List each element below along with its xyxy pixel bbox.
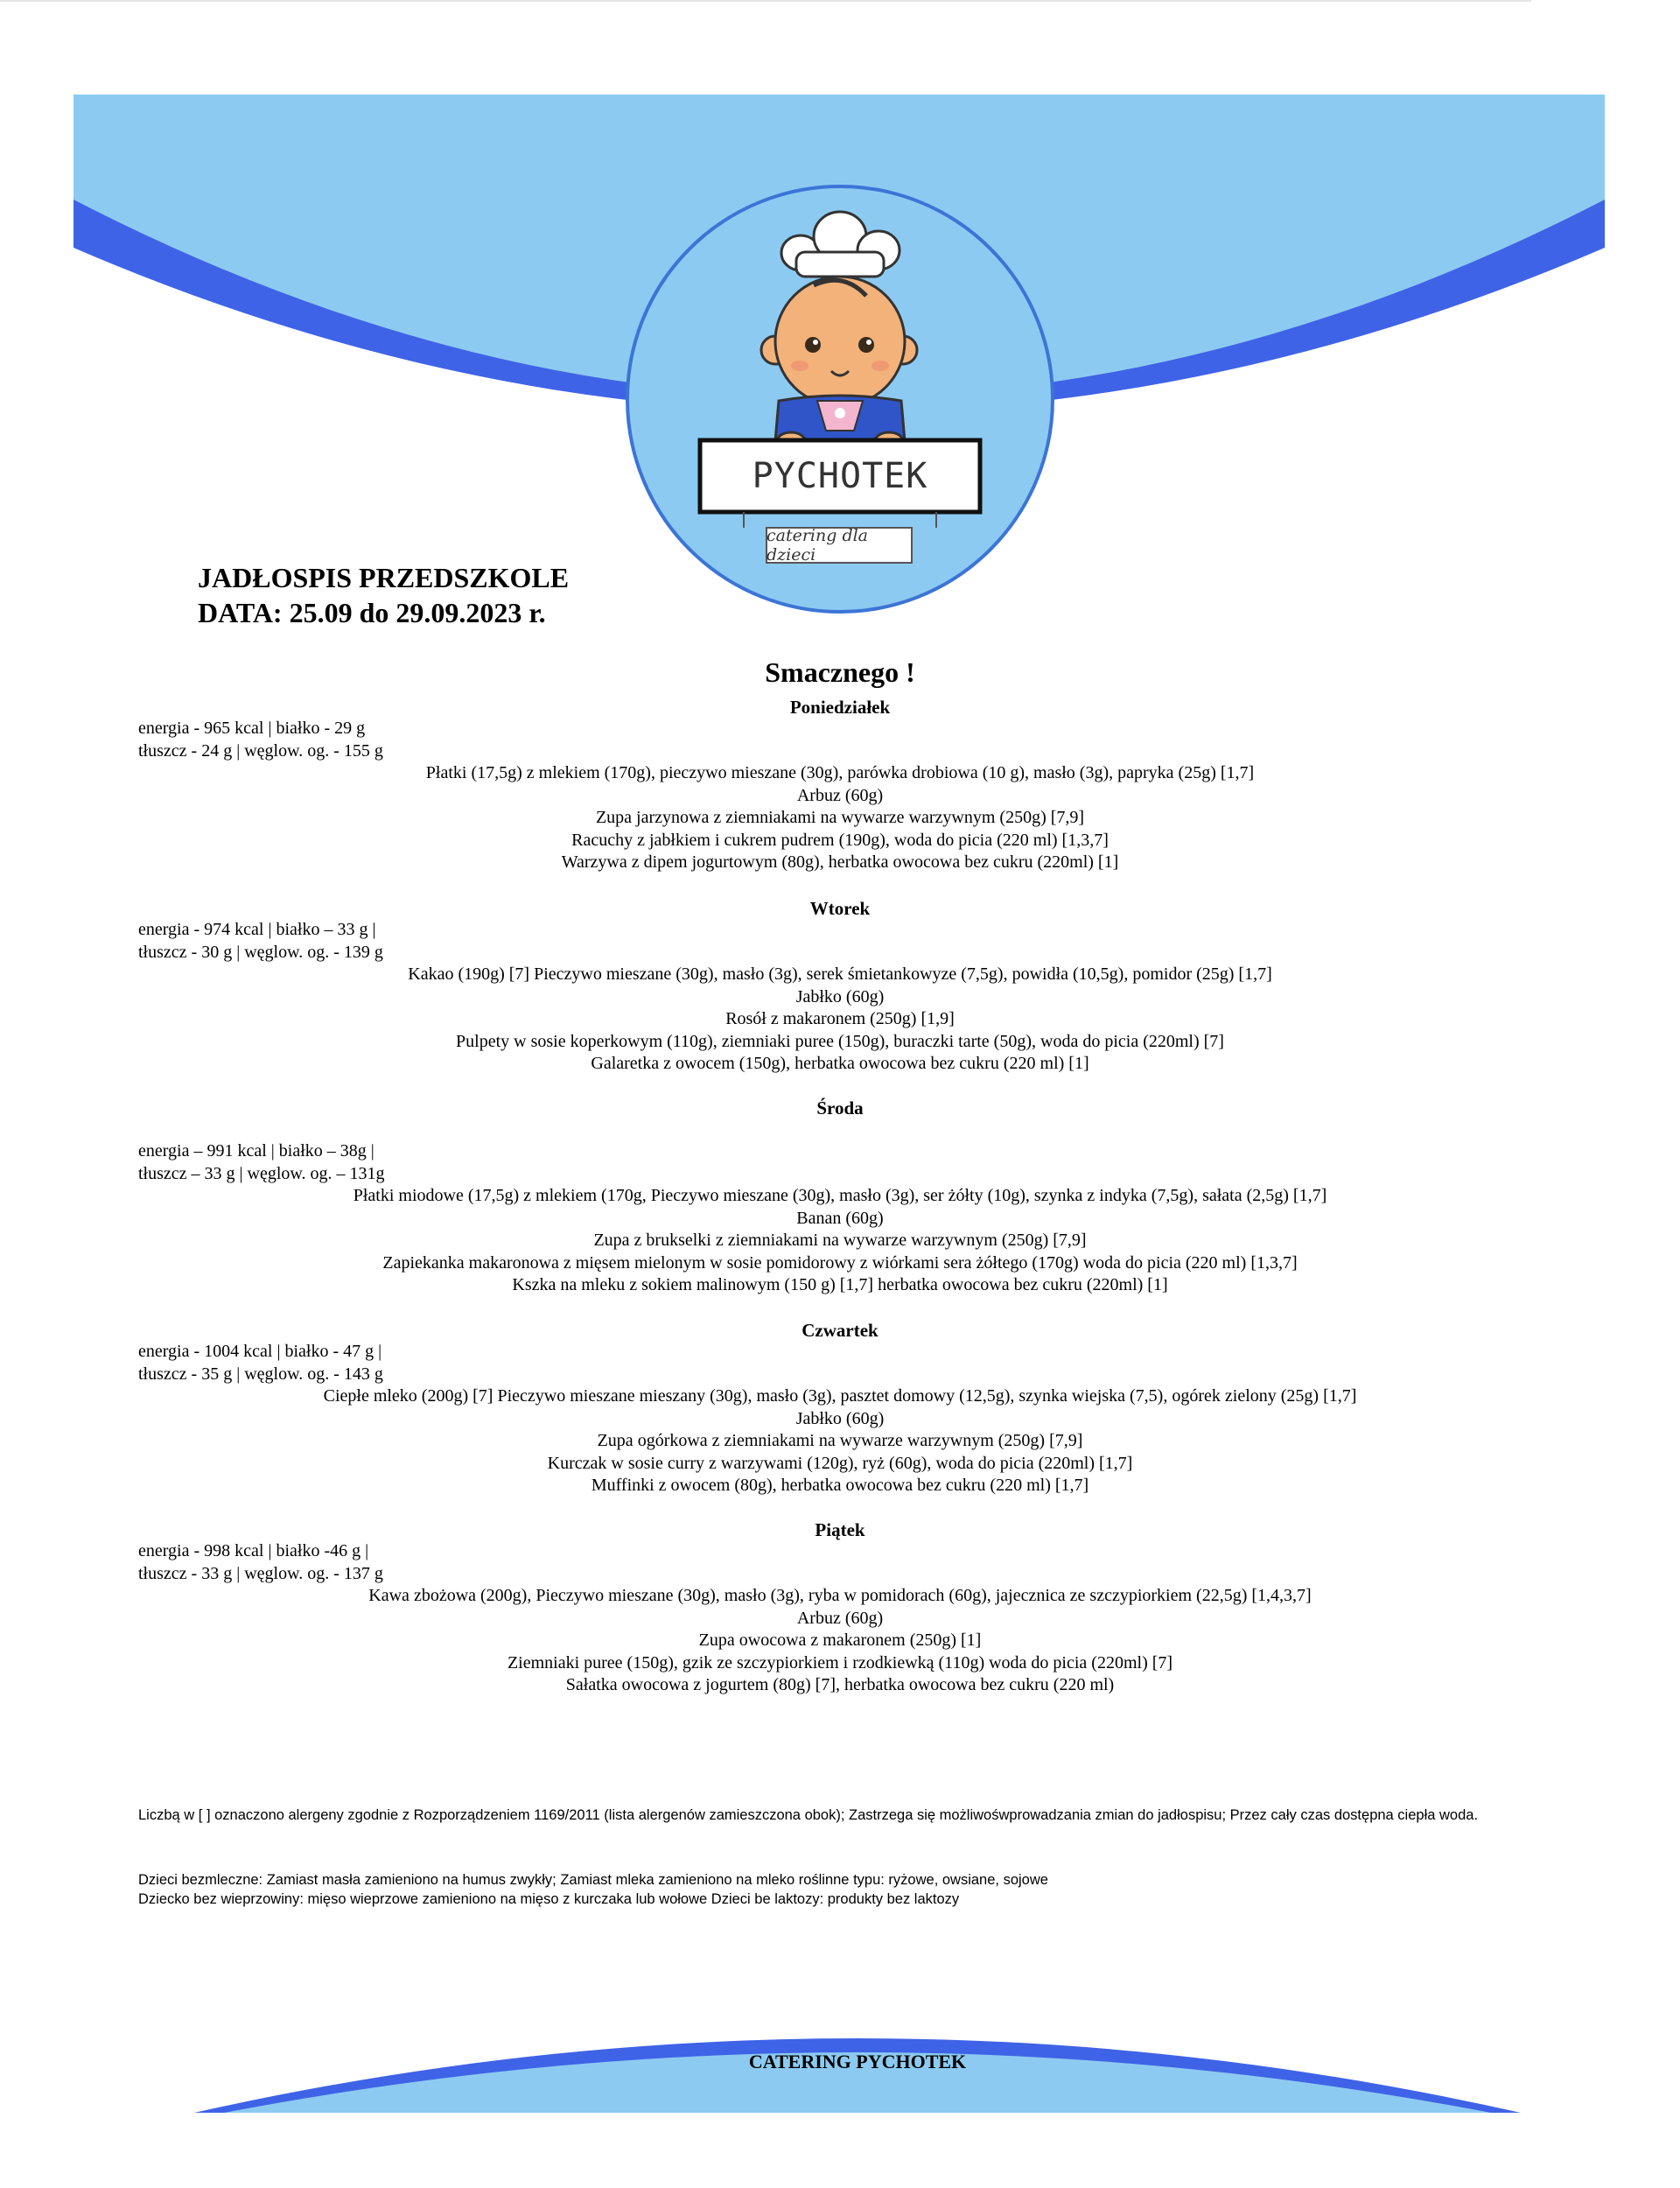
nutrition-monday: [138, 718, 383, 762]
lactose-free-note: Dzieci bezmleczne: Zamiast masła zamieniono na humus zwykły; Zamiast mleka zamieniono na mleko roślinne typu: ryżowe, owsiane, sojowe: [138, 1872, 1048, 1888]
meals-monday: [0, 762, 1680, 874]
meal-line: Sałatka owocowa z jogurtem (80g) [7], herbatka owocowa bez cukru (220 ml): [565, 1675, 1115, 1694]
nutrition-line: energia - 965 kcal | białko - 29 g: [138, 719, 366, 738]
meal-line: Płatki (17,5g) z mlekiem (170g), pieczywo mieszane (30g), parówka drobiowa (10 g), masło (3g), papryka (25g) [1,7]: [425, 763, 1255, 782]
meals-tuesday: [0, 964, 1680, 1076]
meal-line: Ciepłe mleko (200g) [7] Pieczywo mieszane mieszany (30g), masło (3g), pasztet domowy (12,5g), szynka wiejska (7,5), ogórek zielony (25g) [1,7]: [323, 1386, 1357, 1406]
day-name-friday: Piątek: [815, 1519, 865, 1540]
menu-date: DATA: 25.09 do 29.09.2023 r.: [198, 597, 546, 628]
nutrition-tuesday: [138, 919, 383, 964]
meal-line: Warzywa z dipem jogurtowym (80g), herbatka owocowa bez cukru (220ml) [1]: [561, 852, 1119, 872]
day-name-thursday: Czwartek: [802, 1320, 878, 1341]
day-name-wednesday: Środa: [816, 1098, 864, 1119]
nutrition-line: energia – 991 kcal | białko – 38g |: [138, 1141, 374, 1161]
meals-friday: [0, 1585, 1680, 1697]
meal-line: Rosół z makaronem (250g) [1,9]: [725, 1009, 955, 1028]
nutrition-line: energia - 998 kcal | białko -46 g |: [138, 1541, 369, 1560]
meal-line: Kakao (190g) [7] Pieczywo mieszane (30g), masło (3g), serek śmietankowyze (7,5g), powidła (10,5g), pomidor (25g) [1,7]: [408, 964, 1272, 984]
nutrition-wednesday: [138, 1140, 385, 1185]
meal-line: Kurczak w sosie curry z warzywami (120g), ryż (60g), woda do picia (220ml) [1,7]: [547, 1453, 1133, 1473]
meal-line: Zupa z brukselki z ziemniakami na wywarze warzywnym (250g) [7,9]: [593, 1231, 1087, 1250]
nutrition-line: tłuszcz - 33 g | węglow. og. - 137 g: [138, 1563, 383, 1583]
nutrition-friday: [138, 1540, 383, 1585]
allergen-note: Liczbą w [ ] oznaczono alergeny zgodnie z Rozporządzeniem 1169/2011 (lista alergenów zamieszczona obok); Zastrzega się możliwośwprowadzania zmian do jadłospisu; Przez cały czas dostępna ciepła woda.: [138, 1807, 1479, 1823]
meal-line: Płatki miodowe (17,5g) z mlekiem (170g, Pieczywo mieszane (30g), masło (3g), ser żółty (10g), szynka z indyka (7,5g), sałata (2,5g) [1,7]: [353, 1186, 1327, 1205]
baby-face-icon: [775, 277, 905, 406]
meal-line: Zupa ogórkowa z ziemniakami na wywarze warzywnym (250g) [7,9]: [597, 1431, 1083, 1450]
meal-line: Ziemniaki puree (150g), gzik ze szczypiorkiem i rzodkiewką (110g) woda do picia (220ml) [7]: [507, 1652, 1173, 1673]
meal-line: Pulpety w sosie koperkowym (110g), ziemniaki puree (150g), buraczki tarte (50g), woda do picia (220ml) [7]: [456, 1031, 1224, 1051]
footer-company-name: CATERING PYCHOTEK: [748, 2051, 967, 2072]
meal-line: Jabłko (60g): [795, 986, 885, 1006]
meal-line: Muffinki z owocem (80g), herbatka owocowa bez cukru (220 ml) [1,7]: [591, 1476, 1089, 1495]
meal-line: Galaretka z owocem (150g), herbatka owocowa bez cukru (220 ml) [1]: [591, 1054, 1089, 1073]
meal-line: Zapiekanka makaronowa z mięsem mielonym w sosie pomidorowy z wiórkami sera żółtego (170g) woda do picia (220 ml) [1,3,7]: [382, 1252, 1298, 1273]
meal-line: Arbuz (60g): [796, 785, 884, 805]
meal-line: Jabłko (60g): [795, 1408, 885, 1428]
menu-title: [198, 560, 569, 630]
meal-line: Banan (60g): [796, 1208, 884, 1228]
meal-line: Kawa zbożowa (200g), Pieczywo mieszane (30g), masło (3g), ryba w pomidorach (60g), jajecznica ze szczypiorkiem (22,5g) [1,4,3,7]: [368, 1586, 1312, 1605]
nutrition-line: tłuszcz - 24 g | węglow. og. - 155 g: [138, 740, 383, 761]
meal-line: Zupa jarzynowa z ziemniakami na wywarze warzywnym (250g) [7,9]: [595, 808, 1085, 827]
nutrition-line: energia - 1004 kcal | białko - 47 g |: [138, 1342, 382, 1361]
day-name-monday: Poniedziałek: [789, 697, 891, 718]
meal-line: Arbuz (60g): [796, 1608, 884, 1628]
nutrition-line: tłuszcz – 33 g | węglow. og. – 131g: [138, 1163, 385, 1183]
greeting: Smacznego !: [765, 656, 915, 688]
nutrition-thursday: [138, 1341, 383, 1385]
logo-subtitle: catering dla dzieci: [766, 526, 869, 565]
meals-wednesday: [0, 1185, 1680, 1297]
menu-title-line1: JADŁOSPIS PRZEDSZKOLE: [198, 562, 570, 593]
meals-thursday: [0, 1385, 1680, 1497]
meal-line: Zupa owocowa z makaronem (250g) [1]: [698, 1630, 982, 1650]
meal-line: Racuchy z jabłkiem i cukrem pudrem (190g), woda do picia (220 ml) [1,3,7]: [571, 830, 1109, 850]
logo-brand-name: PYCHOTEK: [752, 456, 928, 496]
day-name-tuesday: Wtorek: [809, 898, 871, 919]
no-pork-note: Dziecko bez wieprzowiny: mięso wieprzowe zamieniono na mięso z kurczaka lub wołowe Dzieci be laktozy: produkty bez laktozy: [138, 1891, 960, 1907]
nutrition-line: tłuszcz - 30 g | węglow. og. - 139 g: [138, 942, 383, 962]
nutrition-line: energia - 974 kcal | białko – 33 g |: [138, 920, 376, 939]
nutrition-line: tłuszcz - 35 g | węglow. og. - 143 g: [138, 1364, 383, 1384]
meal-line: Kszka na mleku z sokiem malinowym (150 g) [1,7] herbatka owocowa bez cukru (220ml) [1]: [512, 1275, 1168, 1294]
